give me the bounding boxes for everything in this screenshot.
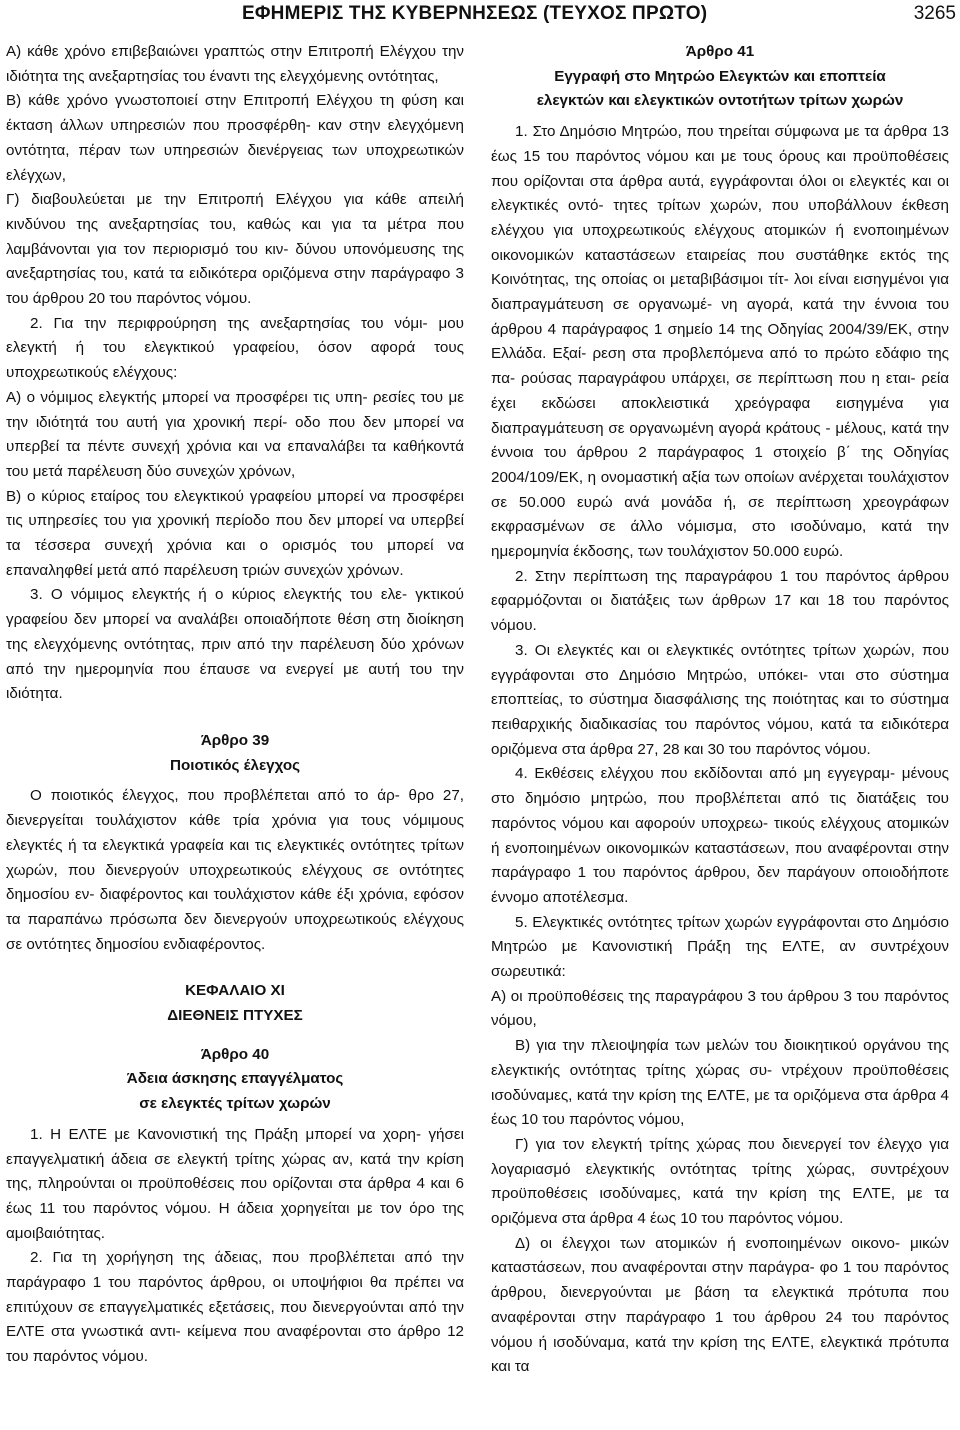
paragraph: Γ) διαβουλεύεται με την Επιτροπή Ελέγχου για κάθε απειλή κινδύνου της ανεξαρτησίας του, καθώς και για τα μέτρα που λαμβάνονται για τον περιορισμό του κιν- δύνου υπονόμευσης της ανεξαρτησίας του, κατά τα ειδικότερα οριζόμενα στην παράγραφο 3 του άρθρου 20 του παρόντος νόμου. [6, 191, 464, 308]
article-41-subtitle: Εγγραφή στο Μητρώο Ελεγκτών και εποπτεία [554, 67, 886, 85]
article-39-title: Άρθρο 39 [200, 731, 270, 749]
chapter-title: ΚΕΦΑΛΑΙΟ ΧΙ [185, 982, 285, 1000]
paragraph: 2. Για την περιφρούρηση της ανεξαρτησίας του νόμι- μου ελεγκτή ή του ελεγκτικού γραφείου, όσον αφορά τους υποχρεωτικούς ελέγχους: [6, 314, 464, 382]
paragraph: 2. Στην περίπτωση της παραγράφου 1 του παρόντος άρθρου εφαρμόζονται οι διατάξεις των άρθρων 17 και 18 του παρόντος νόμου. [491, 567, 949, 635]
paragraph: 5. Ελεγκτικές οντότητες τρίτων χωρών εγγράφονται στο Δημόσιο Μητρώο με Κανονιστική Πράξη της ΕΛΤΕ, αν συντρέχουν σωρευτικά: [491, 913, 949, 981]
paragraph: Δ) οι έλεγχοι των ατομικών ή ενοποιημένων οικονο- μικών καταστάσεων, που αναφέρονται στην παράγρα- φο 1 του παρόντος άρθρου, διενεργούνται με βάση τα ελεγκτικά πρότυπα που αναφέρονται στην παράγραφο 1 του άρθρου 24 του παρόντος νόμου ή ισοδύναμα, κατά την κρίση της ΕΛΤΕ, ελεγκτικά πρότυπα και τα [491, 1234, 949, 1376]
paragraph: Α) οι προϋποθέσεις της παραγράφου 3 του άρθρου 3 του παρόντος νόμου, [491, 987, 949, 1030]
paragraph: Ο ποιοτικός έλεγχος, που προβλέπεται από το άρ- θρο 27, διενεργείται τουλάχιστον κάθε τρία χρόνια για τους νόμιμους ελεγκτές ή τα ελεγκτικά γραφεία και τις ελεγκτικές οντότητες τρίτων χωρών, που διενεργούν υποχρεωτικούς ελέγχους σε οντότητες δημοσίου εν- διαφέροντος και τουλάχιστον κάθε έξι χρόνια, εφόσον τα παραπάνω πρόσωπα δεν διενεργούν υποχρεωτικούς ελέγχους σε οντότητες δημοσίου ενδιαφέροντος. [6, 787, 464, 953]
paragraph: 1. Η ΕΛΤΕ με Κανονιστική της Πράξη μπορεί να χορη- γήσει επαγγελματική άδεια σε ελεγκτή τρίτης χώρας αν, κατά την κρίση της, πληρούνται οι προϋποθέσεις που ορίζονται στα άρθρα 4 και 6 έως 11 του παρόντος νόμου. Η άδεια χορηγείται με τον όρο της αμοιβαιότητας. [6, 1125, 464, 1242]
left-column [6, 40, 464, 1370]
article-40-subtitle: σε ελεγκτές τρίτων χωρών [139, 1095, 331, 1113]
running-title: ΕΦΗΜΕΡΙΣ ΤΗΣ ΚΥΒΕΡΝΗΣΕΩΣ (ΤΕΥΧΟΣ ΠΡΩΤΟ) [242, 3, 708, 24]
paragraph: Β) ο κύριος εταίρος του ελεγκτικού γραφείου μπορεί να προσφέρει τις υπηρεσίες του για χρονική περίοδο που δεν μπορεί να υπερβεί τα τέσσερα συνεχή χρόνια και ο ορισμός του μπορεί να επαναληφθεί μετά από παρέλευση τριών συνεχών χρόνων. [6, 487, 464, 579]
article-41-subtitle: ελεγκτών και ελεγκτικών οντοτήτων τρίτων χωρών [536, 92, 904, 110]
paragraph: Α) κάθε χρόνο επιβεβαιώνει γραπτώς στην Επιτροπή Ελέγχου την ιδιότητα της ανεξαρτησίας του έναντι της ελεγχόμενης οντότητας, [6, 43, 464, 85]
chapter-subtitle: ΔΙΕΘΝΕΙΣ ΠΤΥΧΕΣ [167, 1007, 303, 1025]
paragraph: 4. Εκθέσεις ελέγχου που εκδίδονται από μη εγγεγραμ- μένους στο δημόσιο μητρώο, που προβλέπεται από τις διατάξεις του παρόντος νόμου και αφορούν υποχρεω- τικούς ελέγχους ατομικών ή ενοποιημένων οικονομικών καταστάσεων, που αναφέρονται στην παράγραφο 1 του παρόντος άρθρου, δεν παράγουν οποιοδήποτε έννομο αποτέλεσμα. [491, 765, 949, 906]
article-40-subtitle: Άδεια άσκησης επαγγέλματος [126, 1070, 344, 1088]
paragraph: 2. Για τη χορήγηση της άδειας, που προβλέπεται από την παράγραφο 1 του παρόντος άρθρου, οι υποψήφιοι θα πρέπει να επιτύχουν σε επαγγελματικές εξετάσεις, που διενεργούνται από την ΕΛΤΕ στα γνωστικά αντι- κείμενα που αναφέρονται στο άρθρο 12 του παρόντος νόμου. [6, 1249, 464, 1366]
page-header [0, 0, 960, 30]
article-41-title: Άρθρο 41 [685, 43, 755, 60]
page-number: 3265 [913, 3, 956, 24]
article-39-subtitle: Ποιοτικός έλεγχος [170, 756, 300, 774]
paragraph: 3. Οι ελεγκτές και οι ελεγκτικές οντότητες τρίτων χωρών, που εγγράφονται στο Δημόσιο Μητρώο, υπόκει- νται στο σύστημα εποπτείας, το σύστημα διασφάλισης της ποιότητας και το σύστημα πειθαρχικής διαδικασίας του παρόντος νόμου, κατά τα ειδικότερα οριζόμενα στα άρθρα 27, 28 και 30 του παρόντος νόμου. [491, 641, 949, 758]
paragraph: Β) κάθε χρόνο γνωστοποιεί στην Επιτροπή Ελέγχου τη φύση και έκταση άλλων υπηρεσιών που προσφέρθη- καν στην ελεγχόμενη οντότητα, πέραν των υπηρεσιών διενέργειας των υποχρεωτικών ελέγχων, [6, 92, 464, 184]
paragraph: Α) ο νόμιμος ελεγκτής μπορεί να προσφέρει τις υπη- ρεσίες του με την ιδιότητά του αυτή για χρονική περί- οδο που δεν μπορεί να υπερβεί τα πέντε συνεχή χρόνια και να επαναλάβει τα καθήκοντά του μετά παρέλευση δύο συνεχών χρόνων, [6, 388, 464, 480]
article-40-title: Άρθρο 40 [200, 1045, 270, 1063]
paragraph: 1. Στο Δημόσιο Μητρώο, που τηρείται σύμφωνα με τα άρθρα 13 έως 15 του παρόντος νόμου και με τους όρους και προϋποθέσεις που ορίζονται στα άρθρα αυτά, εγγράφονται όλοι οι ελεγκτές και οι ελεγκτικές οντό- τητες τρίτων χωρών, που υποβάλλουν έκθεση ελέγχου για υποχρεωτικούς ελέγχους ατομικών ή ενοποιημένων οικονομικών καταστάσεων εταιρείας που συστάθηκε εκτός της Κοινότητας, της οποίας οι μεταβιβάσιμοι τίτ- λοι είναι εισηγμένοι για διαπραγμάτευση σε οργανωμέ- νη αγορά, κατά την έννοια του άρθρου 4 παράγραφος 1 σημείο 14 της Οδηγίας 2004/39/ΕΚ, στην Ελλάδα. Εξαί- ρεση στα προβλεπόμενα από το πρώτο εδάφιο της πα- ρούσας παραγράφου υπάρχει, σε περίπτωση που η εται- ρεία έχει εκδώσει αποκλειστικά χρεόγραφα εισηγμένα για διαπραγμάτευση σε οργανωμένη αγορά κράτους - μέλους, κατά την έννοια του άρθρου 2 παράγραφος 1 στοιχείο β΄ της Οδηγίας 2004/109/ΕΚ, η ονομαστική αξία των οποίων ανέρχεται τουλάχιστον σε 50.000 ευρώ ανά μονάδα ή, σε περίπτωση χρεογράφων εκφρασμένων σε άλλο νόμισμα, στο ισοδύναμο, κατά την ημερομηνία έκδοσης, των τουλάχιστον 50.000 ευρώ. [491, 123, 949, 561]
right-column [491, 40, 949, 1380]
paragraph: 3. Ο νόμιμος ελεγκτής ή ο κύριος ελεγκτής του ελε- γκτικού γραφείου δεν μπορεί να αναλάβει οποιαδήποτε θέση στη διοίκηση της ελεγχόμενης οντότητας, πριν από την παρέλευση δύο χρόνων από την ημερομηνία που έπαυσε να ενεργεί με αυτή του την ιδιότητα. [6, 586, 464, 703]
paragraph: Γ) για τον ελεγκτή τρίτης χώρας που διενεργεί τον έλεγχο για λογαριασμό ελεγκτικής οντότητας τρίτης χώρας, συντρέχουν προϋποθέσεις ισοδύναμες, κατά την κρίση της ΕΛΤΕ, με τα οριζόμενα στα άρθρα 4 έως 10 του παρόντος νόμου. [491, 1135, 949, 1228]
paragraph: Β) για την πλειοψηφία των μελών του διοικητικού οργάνου της ελεγκτικής οντότητας τρίτης χώρας συ- ντρέχουν προϋποθέσεις ισοδύναμες, κατά την κρίση της ΕΛΤΕ, με τα οριζόμενα στα άρθρα 4 έως 10 του παρόντος νόμου, [491, 1037, 949, 1129]
